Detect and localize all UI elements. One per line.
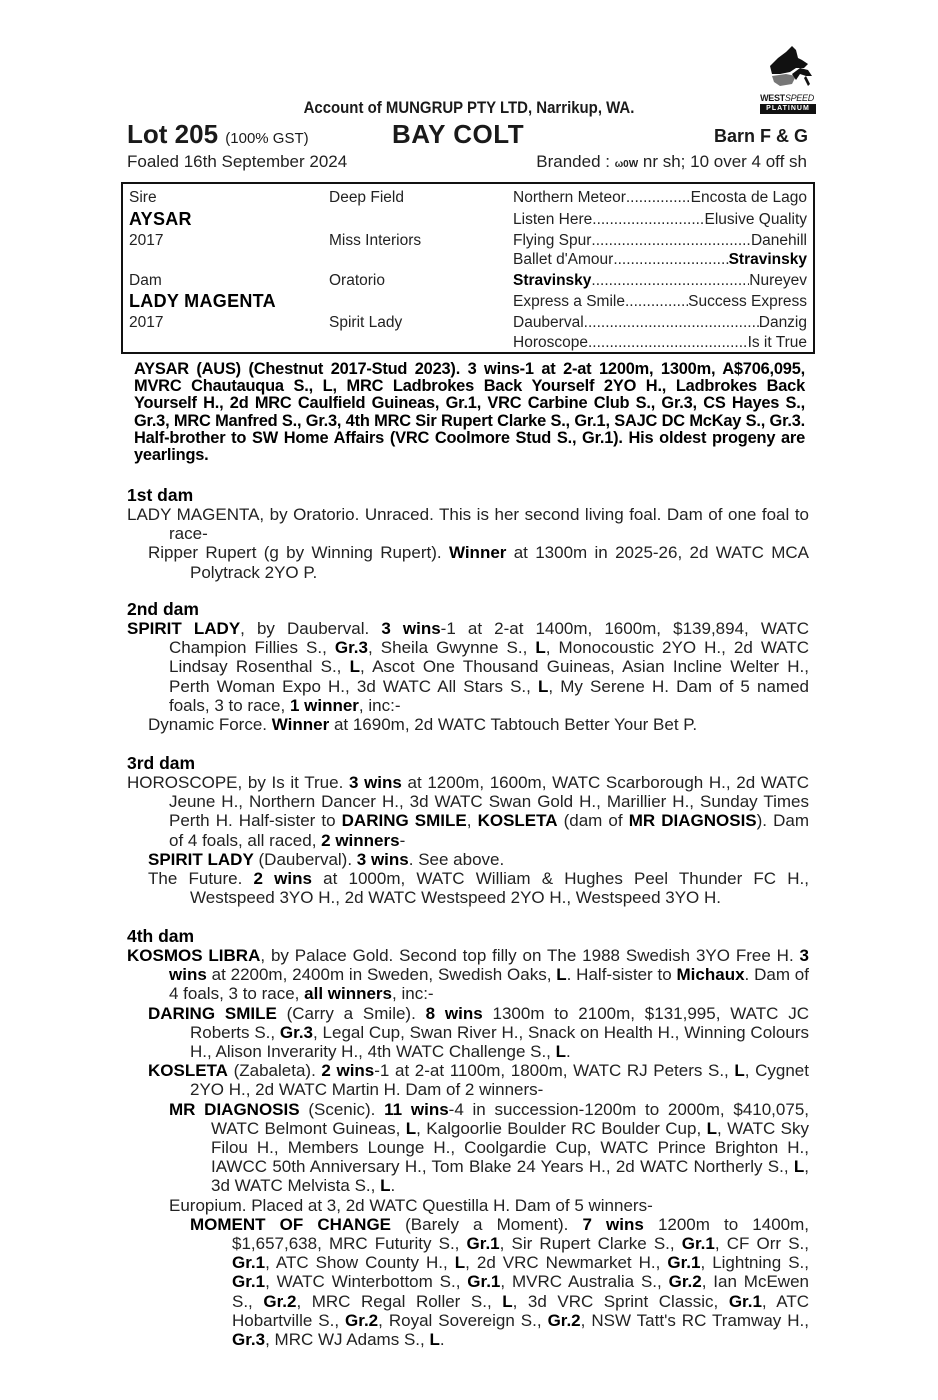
progeny-entry: DARING SMILE (Carry a Smile). 8 wins 1300m to 2100m, $131,995, WATC JC Roberts S., Gr.3, Legal Cup, Swan River H., Snack on Health H., Winning Colours H., Alison Inverarity H., 4th WATC Challenge S., L. xyxy=(148,1003,809,1062)
progeny-entry: KOSLETA (Zabaleta). 2 wins-1 at 2-at 1100m, 1800m, WATC RJ Peters S., L, Cygnet 2YO H., 2d WATC Martin H. Dam of 2 winners- xyxy=(148,1061,809,1100)
progeny-entry: SPIRIT LADY (Dauberval). 3 wins. See above. xyxy=(148,849,505,869)
progeny-entry: Europium. Placed at 3, 2d WATC Questilla H. Dam of 5 winners- xyxy=(169,1195,653,1215)
horse-description: BAY COLT xyxy=(392,119,525,149)
pedigree-table xyxy=(121,182,815,354)
progeny-entry: Ripper Rupert (g by Winning Rupert). Winner at 1300m in 2025-26, 2d WATC MCA Polytrack 2YO P. xyxy=(148,543,809,582)
gst-note: (100% GST) xyxy=(225,130,309,147)
vendor-account: Account of MUNGRUP PTY LTD, Narrikup, WA. xyxy=(303,98,635,117)
section-heading: 4th dam xyxy=(127,926,195,946)
dam-entry: LADY MAGENTA, by Oratorio. Unraced. This is her second living foal. Dam of one foal to race- xyxy=(127,505,809,544)
barn-location: Barn F & G xyxy=(713,126,808,146)
dam-year: 2017 xyxy=(129,314,164,331)
great-grandparent-row: Dauberval ..... Danzig xyxy=(513,314,807,332)
great-grandparent-row: Flying Spur ..... Danehill xyxy=(513,232,807,250)
section-heading: 3rd dam xyxy=(127,753,196,773)
horse-jockey-icon xyxy=(756,44,818,94)
second-dam-section xyxy=(127,599,809,734)
sire-name: AYSAR xyxy=(129,209,192,229)
sire-summary: AYSAR (AUS) (Chestnut 2017-Stud 2023). 3 wins-1 at 2-at 1200m, 1300m, A$706,095, MVRC Chautauqua S., L, MRC Ladbrokes Back Yourself 2YO H., Ladbrokes Back Yourself H., 2d MRC Caulfield Guineas, Gr.1, VRC Carbine Club S., Gr.3, CS Hayes S., Gr.3, MRC Manfred S., Gr.3, 4th MRC Sir Rupert Clarke S., Gr.1, SAJC DC McKay S., Gr.3. Half-brother to SW Home Affairs (VRC Coolmore Stud S., Gr.1). His oldest progeny are yearlings. xyxy=(134,360,805,465)
dam-name: LADY MAGENTA xyxy=(129,291,276,311)
progeny-entry: MR DIAGNOSIS (Scenic). 11 wins-4 in succession-1200m to 2000m, $410,075, WATC Belmont Guineas, L, Kalgoorlie Boulder RC Boulder Cup, L, WATC Sky Filou H., Members Lounge H., Coolgardie Cup, WATC Prince Brighton H., IAWCC 50th Anniversary H., Tom Blake 24 Years H., 2d WATC Northerly S., L, 3d WATC Melvista S., L. xyxy=(169,1099,809,1196)
branding: Branded : ω0W nr sh; 10 over 4 off sh xyxy=(536,152,807,171)
section-heading: 2nd dam xyxy=(127,599,199,619)
sire-label: Sire xyxy=(129,189,157,206)
great-grandparent-row: Stravinsky ..... Nureyev xyxy=(513,272,807,290)
brand-mark-icon: ω0W xyxy=(614,159,639,170)
progeny-entry: MOMENT OF CHANGE (Barely a Moment). 7 wins 1200m to 1400m, $1,657,638, MRC Futurity S., Gr.1, Sir Rupert Clarke S., Gr.1, CF Orr S., Gr.1, ATC Show County H., L, 2d VRC Newmarket H., Gr.1, Lightning S., Gr.1, WATC Winterbottom S., Gr.1, MVRC Australia S., Gr.2, Ian McEwen S., Gr.2, MRC Regal Roller S., L, 3d VRC Sprint Classic, Gr.1, ATC Hobartville S., Gr.2, Royal Sovereign S., Gr.2, NSW Tatt's RC Tramway H., Gr.3, MRC WJ Adams S., L. xyxy=(190,1214,809,1350)
dam-entry: KOSMOS LIBRA, by Palace Gold. Second top filly on The 1988 Swedish 3YO Free H. 3 wins at 2200m, 2400m in Sweden, Swedish Oaks, L. Half-sister to Michaux. Dam of 4 foals, 3 to race, all winners, inc:- xyxy=(127,946,809,1004)
progeny-entry: Dynamic Force. Winner at 1690m, 2d WATC Tabtouch Better Your Bet P. xyxy=(148,715,698,735)
first-dam-section xyxy=(127,485,809,582)
brand-name: WESTSPEED xyxy=(760,93,814,103)
fourth-dam-section xyxy=(127,926,809,1349)
progeny-entry: The Future. 2 wins at 1000m, WATC William & Hughes Peel Thunder FC H., Westspeed 3YO H., 2d WATC Westspeed 2YO H., Westspeed 3YO H. xyxy=(148,869,809,908)
dam-entry: HOROSCOPE, by Is it True. 3 wins at 1200m, 1600m, WATC Scarborough H., 2d WATC Jeune H., Northern Dancer H., 3d WATC Swan Gold H., Marillier H., Sunday Times Perth H. Half-sister to DARING SMILE, KOSLETA (dam of MR DIAGNOSIS). Dam of 4 foals, all raced, 2 winners- xyxy=(127,773,810,850)
dam-entry: SPIRIT LADY, by Dauberval. 3 wins-1 at 2-at 1400m, 1600m, $139,894, WATC Champion Fillies S., Gr.3, Sheila Gwynne S., L, Monocoustic 2YO H., 2d WATC Lindsay Rosenthal S., L, Ascot One Thousand Guineas, Asian Incline Welter H., Perth Woman Expo H., 3d WATC All Stars S., L, My Serene H. Dam of 5 named foals, 3 to race, 1 winner, inc:- xyxy=(127,619,810,715)
dam-label: Dam xyxy=(129,272,162,289)
lot-number: Lot 205 (100% GST) xyxy=(127,119,309,149)
dam-sire: Oratorio xyxy=(329,272,385,289)
sire-year: 2017 xyxy=(129,232,164,249)
third-dam-section xyxy=(127,753,809,907)
section-heading: 1st dam xyxy=(127,485,194,505)
sire-dam: Miss Interiors xyxy=(329,232,422,249)
dam-dam: Spirit Lady xyxy=(329,314,403,331)
sire-sire: Deep Field xyxy=(329,189,404,206)
great-grandparent-row: Horoscope ..... Is it True xyxy=(513,334,807,352)
great-grandparent-row: Express a Smile ..... Success Express xyxy=(513,293,807,311)
great-grandparent-row: Ballet d'Amour ..... Stravinsky xyxy=(513,251,807,269)
great-grandparent-row: Northern Meteor ..... Encosta de Lago xyxy=(513,189,807,207)
great-grandparent-row: Listen Here ..... Elusive Quality xyxy=(513,211,807,229)
brand-tier: PLATINUM xyxy=(760,104,816,114)
foaled-date: Foaled 16th September 2024 xyxy=(127,152,348,171)
